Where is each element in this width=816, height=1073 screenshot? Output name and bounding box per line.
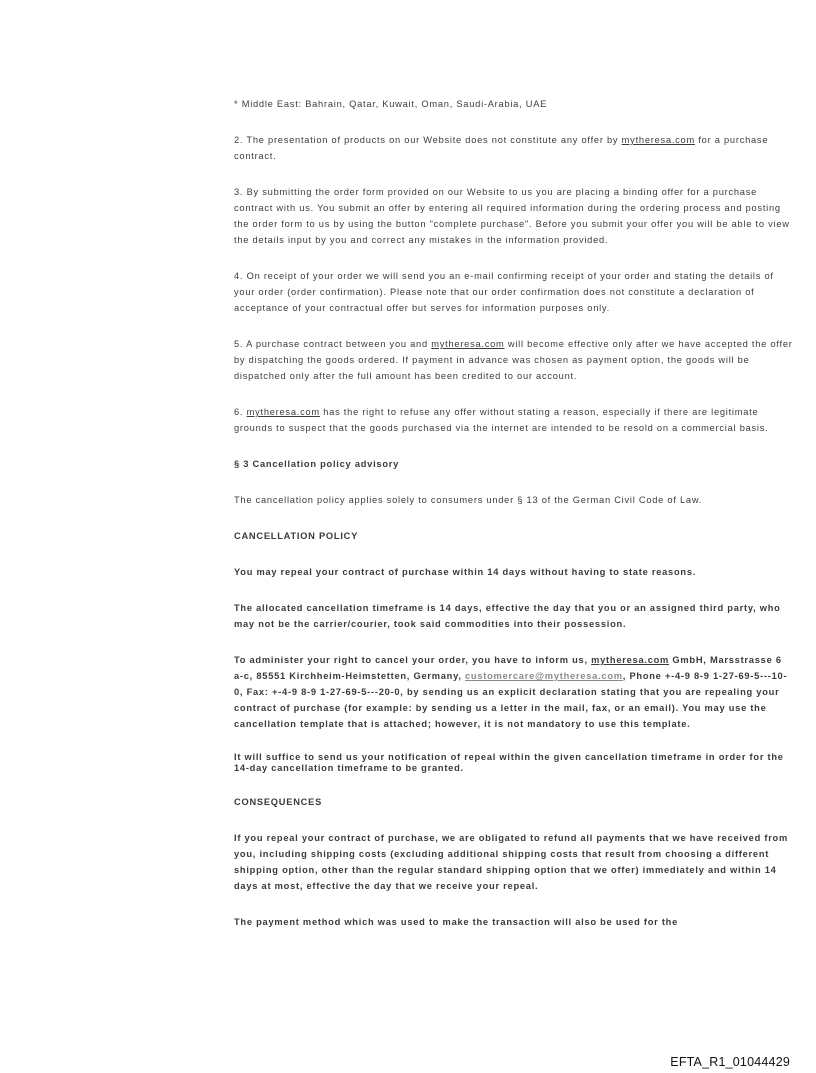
cancellation-p3-text-before: To administer your right to cancel your order, you have to inform us, [234, 655, 592, 665]
cancellation-paragraph-4: It will suffice to send us your notification of repeal within the given cancellation timeframe in order for the 14-day cancellation timeframe to be granted. [234, 752, 784, 773]
clause-6-text-after: has the right to refuse any offer without stating a reason, especially if there are legitimate grounds to suspect that the goods purchased via the internet are intended to be resold on a commercial basis. [234, 407, 769, 433]
clause-5-text-after: will become effective only after we have accepted the offer by dispatching the goods ordered. If payment in advance was chosen as payment option, the goods will be dispatched only after the full amount has been credited to our account. [234, 339, 793, 381]
consequences-paragraph-1: If you repeal your contract of purchase, we are obligated to refund all payments that we have received from you, including shipping costs (excluding additional shipping costs that result from choosing a different shipping option, other than the regular standard shipping option that we offer) immediately and within 14 days at most, effective the day that we receive your repeal. [234, 833, 789, 891]
document-id-stamp: EFTA_R1_01044429 [670, 1055, 790, 1069]
customercare-email-link[interactable]: customercare@mytheresa.com [465, 671, 623, 681]
mytheresa-link[interactable]: mytheresa.com [591, 655, 670, 665]
section-3-heading: § 3 Cancellation policy advisory [234, 459, 400, 469]
clause-4: 4. On receipt of your order we will send you an e-mail confirming receipt of your order and stating the details of your order (order confirmation). Please note that our order confirmation does not constitute a declaration of acceptance of your contractual offer but serves for information purposes only. [234, 271, 774, 313]
middle-east-footnote: * Middle East: Bahrain, Qatar, Kuwait, Oman, Saudi-Arabia, UAE [234, 99, 548, 109]
clause-6 [234, 404, 794, 436]
cancellation-p3-text-after: , Phone +-4-9 8-9 1-27-69-5---10-0, Fax: +-4-9 8-9 1-27-69-5---20-0, by sending us an explicit declaration stating that you are repealing your contract of purchase (for example: by sending us a letter in the mail, fax, or an email). You may use the cancellation template that is attached; however, it is not mandatory to use this template. [234, 671, 788, 729]
clause-3: 3. By submitting the order form provided on our Website to us you are placing a binding offer for a purchase contract with us. You submit an offer by entering all required information during the ordering process and posting the order form to us by using the button "complete purchase". Before you submit your offer you will be able to view the details input by you and correct any mistakes in the information provided. [234, 187, 790, 245]
terms-content [234, 96, 794, 950]
cancellation-p3-address: GmbH, Marsstrasse 6 a-c, 85551 Kirchheim-Heimstetten, Germany, [234, 655, 782, 681]
mytheresa-link[interactable]: mytheresa.com [431, 339, 505, 349]
section-3-intro: The cancellation policy applies solely to consumers under § 13 of the German Civil Code of Law. [234, 495, 703, 505]
clause-5-text-before: 5. A purchase contract between you and [234, 339, 432, 349]
cancellation-paragraph-3 [234, 652, 794, 732]
clause-2 [234, 132, 794, 164]
mytheresa-link[interactable]: mytheresa.com [246, 407, 320, 417]
cancellation-paragraph-2: The allocated cancellation timeframe is 14 days, effective the day that you or an assigned third party, who may not be the carrier/courier, took said commodities into their possession. [234, 603, 781, 629]
clause-6-text-before: 6. [234, 407, 247, 417]
clause-5 [234, 336, 794, 384]
consequences-paragraph-2: The payment method which was used to make the transaction will also be used for the [234, 917, 679, 927]
clause-2-text-before: 2. The presentation of products on our Website does not constitute any offer by [234, 135, 622, 145]
cancellation-policy-heading: CANCELLATION POLICY [234, 531, 359, 541]
clause-2-text-after: for a purchase contract. [234, 135, 769, 161]
cancellation-paragraph-1: You may repeal your contract of purchase within 14 days without having to state reasons. [234, 567, 697, 577]
mytheresa-link[interactable]: mytheresa.com [621, 135, 695, 145]
consequences-heading: CONSEQUENCES [234, 797, 323, 807]
